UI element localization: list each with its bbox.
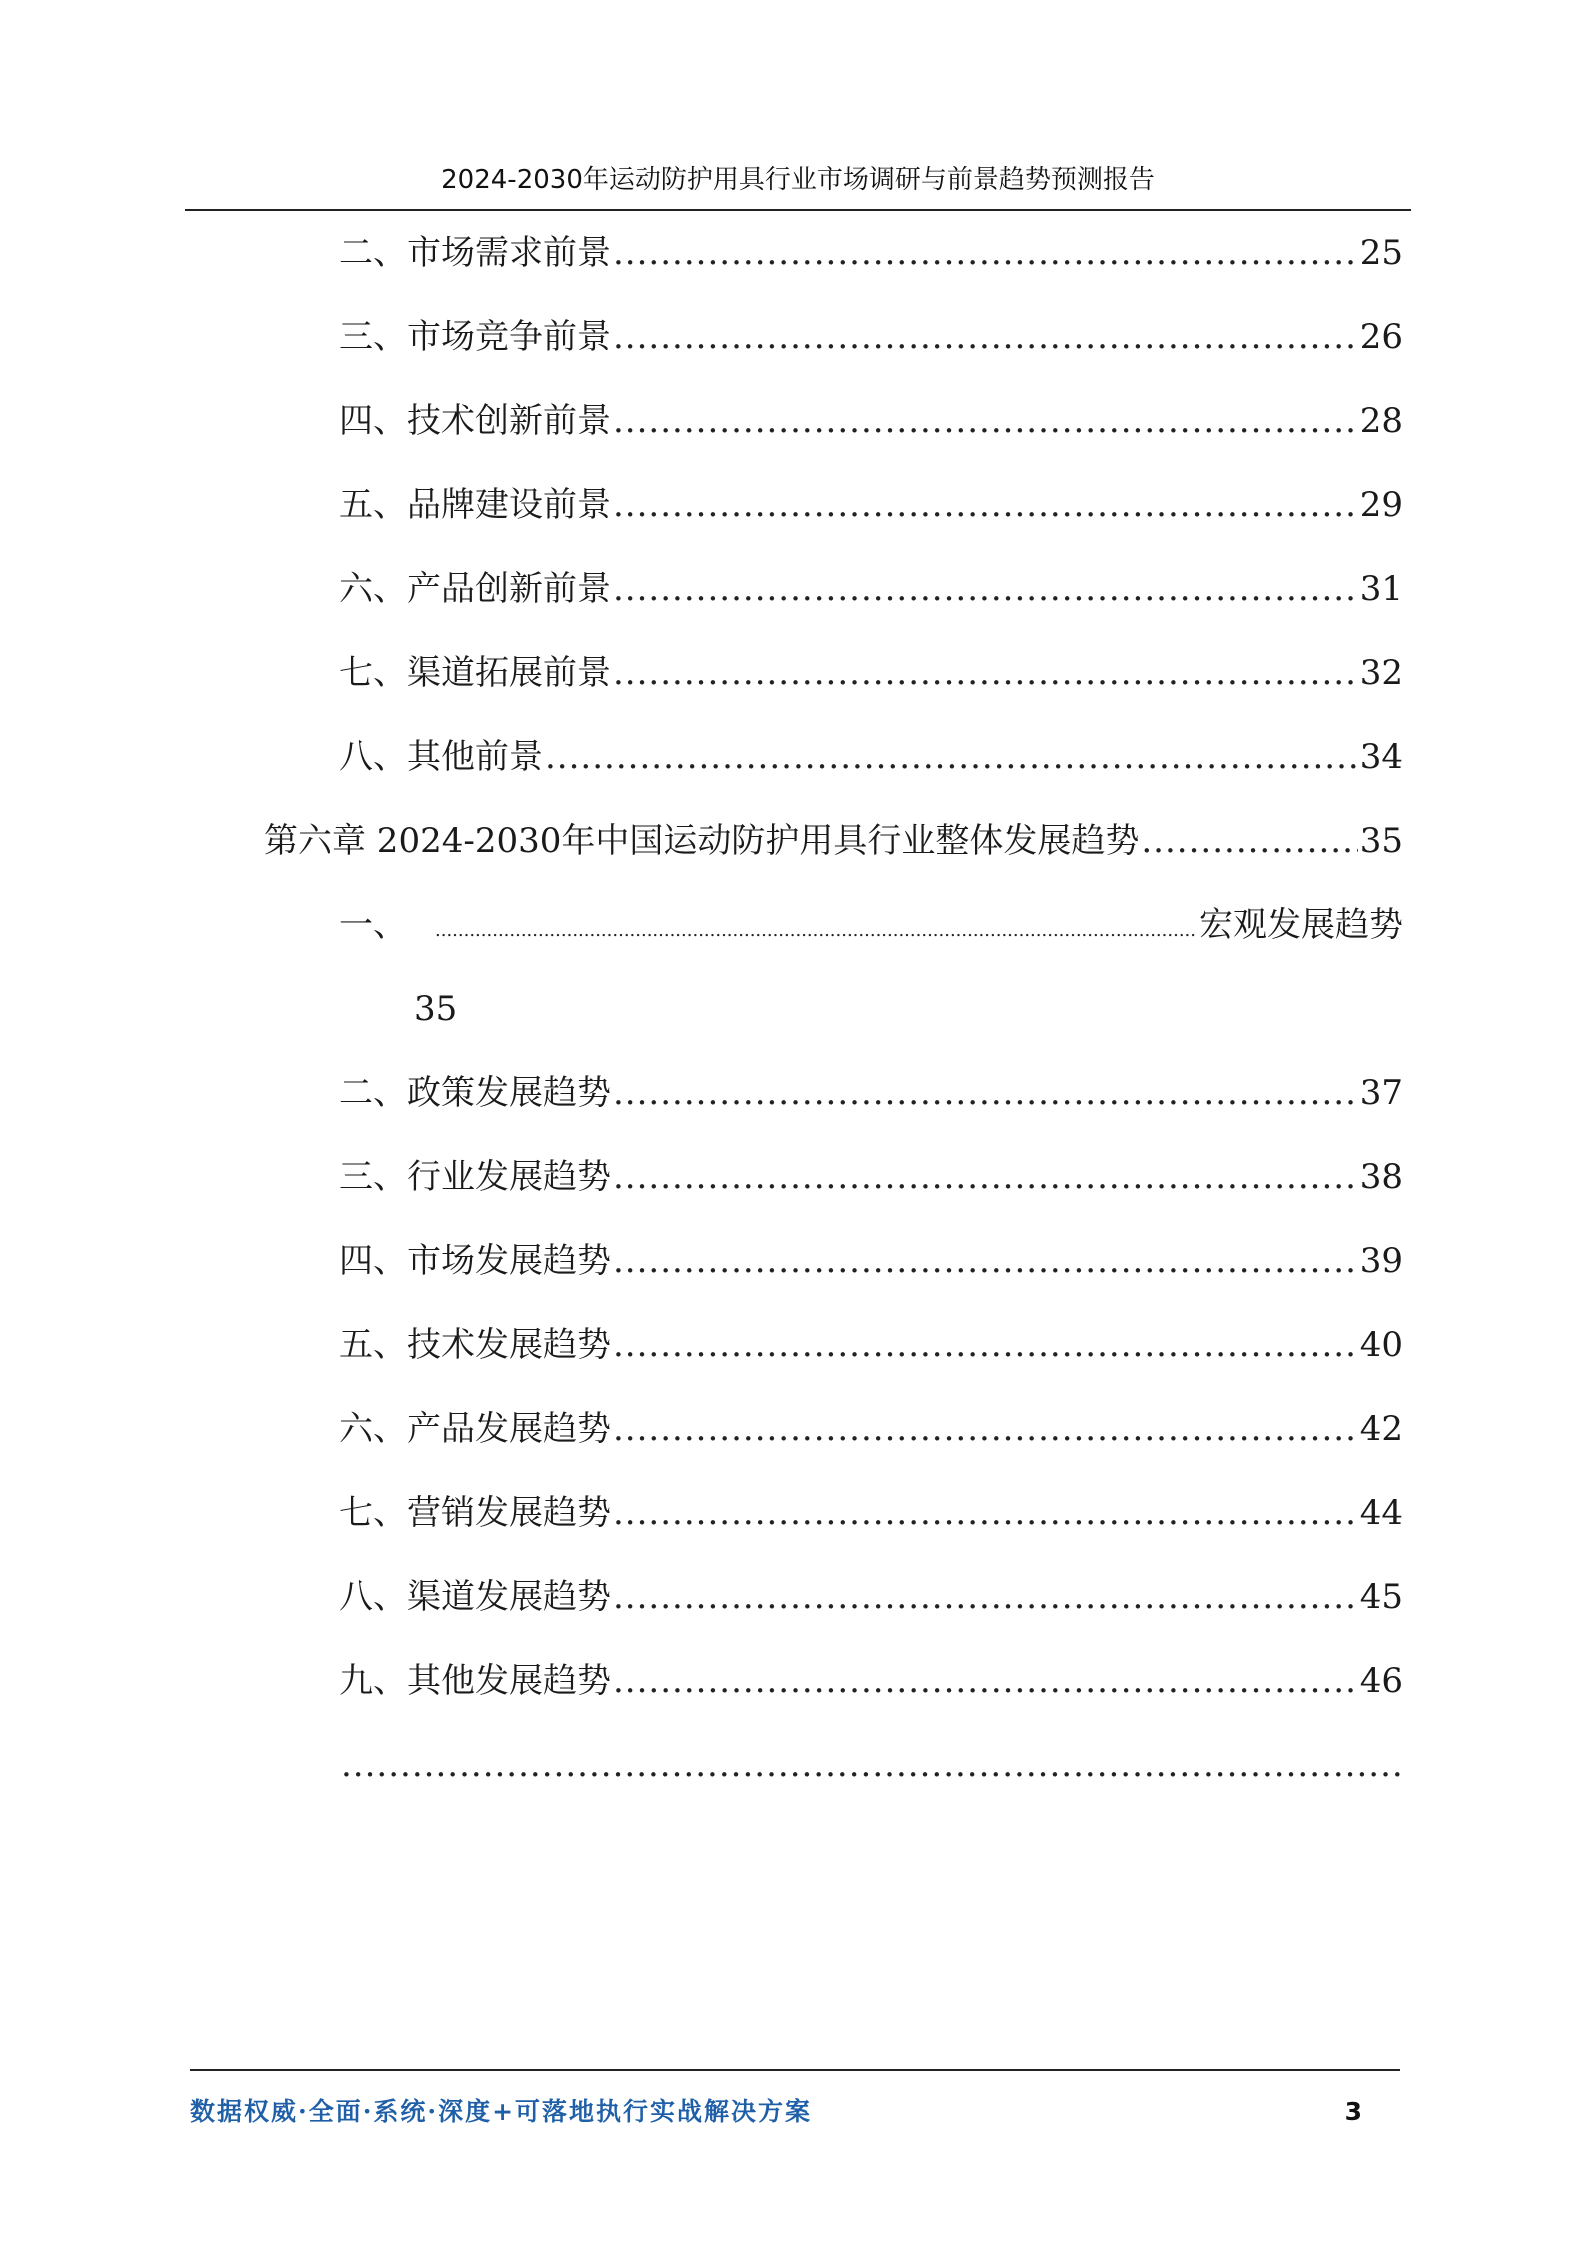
toc-entry[interactable] bbox=[339, 897, 1403, 959]
toc-entry-label: 宏观发展趋势 bbox=[1199, 905, 1403, 945]
toc-entry-page: 35 bbox=[414, 989, 458, 1029]
toc-entry-page: 45 bbox=[1359, 1577, 1403, 1617]
toc-entry[interactable] bbox=[339, 729, 1403, 785]
toc-entry-page: 28 bbox=[1359, 401, 1403, 441]
toc-entry-page: 34 bbox=[1359, 737, 1403, 777]
toc-entry[interactable] bbox=[339, 1233, 1403, 1289]
toc-entry[interactable] bbox=[339, 477, 1403, 533]
toc-entry-label: 二、市场需求前景 bbox=[339, 233, 611, 273]
toc-entry-page: 40 bbox=[1359, 1325, 1403, 1365]
dot-leader bbox=[613, 1653, 1358, 1709]
toc-entry-page: 42 bbox=[1359, 1409, 1403, 1449]
toc-entry-label: 九、其他发展趋势 bbox=[339, 1661, 611, 1701]
toc-entry[interactable] bbox=[339, 393, 1403, 449]
dot-leader bbox=[545, 729, 1358, 785]
toc-entry[interactable] bbox=[339, 1149, 1403, 1205]
toc-entry-page: 38 bbox=[1359, 1157, 1403, 1197]
footer-divider bbox=[190, 2069, 1400, 2071]
toc-entry-page: 39 bbox=[1359, 1241, 1403, 1281]
toc-entry[interactable] bbox=[339, 1569, 1403, 1625]
dot-leader bbox=[1141, 813, 1357, 869]
dot-leader bbox=[613, 561, 1358, 617]
toc-entry[interactable] bbox=[339, 561, 1403, 617]
toc-entry-page: 25 bbox=[1359, 233, 1403, 273]
toc-entry[interactable] bbox=[339, 309, 1403, 365]
toc-entry-label: 六、产品发展趋势 bbox=[339, 1409, 611, 1449]
toc-entry-page: 44 bbox=[1359, 1493, 1403, 1533]
toc-entry-label: 四、技术创新前景 bbox=[339, 401, 611, 441]
toc-entry-prefix: 一、 bbox=[339, 905, 407, 945]
dot-leader bbox=[613, 309, 1358, 365]
toc-entry[interactable] bbox=[339, 1653, 1403, 1709]
toc-chapter-label: 第六章 2024-2030年中国运动防护用具行业整体发展趋势 bbox=[264, 821, 1140, 861]
toc-entry[interactable] bbox=[339, 1737, 1403, 1793]
toc-chapter-entry[interactable] bbox=[264, 813, 1403, 869]
toc-entry[interactable] bbox=[339, 645, 1403, 701]
toc-entry-label: 四、市场发展趋势 bbox=[339, 1241, 611, 1281]
dot-leader bbox=[613, 1485, 1358, 1541]
dot-leader bbox=[613, 1065, 1358, 1121]
toc-entry-page: 46 bbox=[1359, 1661, 1403, 1701]
toc-entry[interactable] bbox=[339, 1485, 1403, 1541]
toc-entry-label: 二、政策发展趋势 bbox=[339, 1073, 611, 1113]
toc-entry[interactable] bbox=[339, 1401, 1403, 1457]
toc-entry-label: 七、营销发展趋势 bbox=[339, 1493, 611, 1533]
toc-entry-label: 六、产品创新前景 bbox=[339, 569, 611, 609]
toc-entry-label: 八、渠道发展趋势 bbox=[339, 1577, 611, 1617]
toc-entry-label: 八、其他前景 bbox=[339, 737, 543, 777]
dot-leader bbox=[613, 1233, 1358, 1289]
footer-slogan: 数据权威·全面·系统·深度+可落地执行实战解决方案 bbox=[190, 2097, 813, 2126]
toc-entry-page: 32 bbox=[1359, 653, 1403, 693]
dot-leader bbox=[435, 903, 1197, 959]
toc-entry-label: 七、渠道拓展前景 bbox=[339, 653, 611, 693]
toc-chapter-page: 35 bbox=[1359, 821, 1403, 861]
toc-entry-page: 37 bbox=[1359, 1073, 1403, 1113]
toc-entry[interactable] bbox=[339, 1065, 1403, 1121]
footer-page-number: 3 bbox=[1344, 2097, 1362, 2126]
dot-leader bbox=[613, 1149, 1358, 1205]
toc-entry-label: 三、市场竞争前景 bbox=[339, 317, 611, 357]
dot-leader bbox=[613, 225, 1358, 281]
toc-entry-page: 31 bbox=[1359, 569, 1403, 609]
toc-entry-page: 29 bbox=[1359, 485, 1403, 525]
dot-leader bbox=[341, 1737, 1401, 1793]
toc-entry-page: 26 bbox=[1359, 317, 1403, 357]
dot-leader bbox=[613, 1317, 1358, 1373]
dot-leader bbox=[613, 393, 1358, 449]
dot-leader bbox=[613, 1569, 1358, 1625]
toc-entry[interactable] bbox=[339, 1317, 1403, 1373]
toc-entry-label: 五、品牌建设前景 bbox=[339, 485, 611, 525]
dot-leader bbox=[613, 645, 1358, 701]
dot-leader bbox=[613, 1401, 1358, 1457]
page-header-title: 2024-2030年运动防护用具行业市场调研与前景趋势预测报告 bbox=[441, 165, 1155, 195]
toc-entry[interactable] bbox=[339, 225, 1403, 281]
dot-leader bbox=[613, 477, 1358, 533]
toc-entry-label: 三、行业发展趋势 bbox=[339, 1157, 611, 1197]
toc-entry-label: 五、技术发展趋势 bbox=[339, 1325, 611, 1365]
